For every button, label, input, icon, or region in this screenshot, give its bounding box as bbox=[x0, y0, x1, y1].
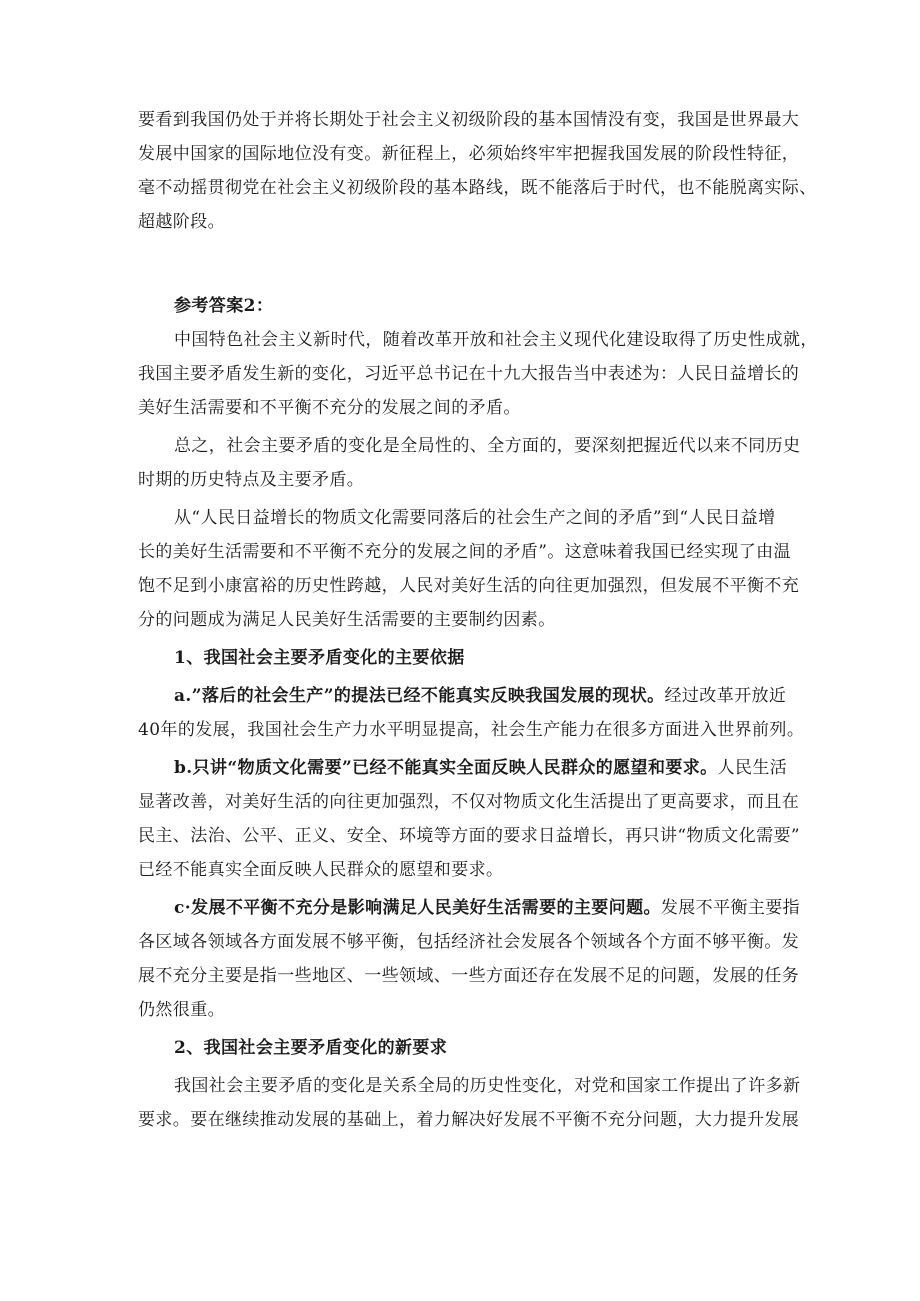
text-line: 我国主要矛盾发生新的变化，习近平总书记在十九大报告当中表述为：人民日益增长的 bbox=[138, 364, 800, 384]
point-c-text: 发展不平衡主要指 bbox=[660, 898, 801, 918]
text-line: 要求。要在继续推动发展的基础上，着力解决好发展不平衡不充分问题，大力提升发展 bbox=[138, 1110, 800, 1130]
paragraph-4 bbox=[138, 1069, 801, 1137]
text-line: 超越阶段。 bbox=[138, 212, 225, 232]
answer-heading: 参考答案2： bbox=[174, 296, 274, 316]
text-line: 显著改善，对美好生活的向往更加强烈，不仅对物质文化生活提出了更高要求，而且在 bbox=[138, 792, 800, 812]
text-line: 要看到我国仍处于并将长期处于社会主义初级阶段的基本国情没有变，我国是世界最大 bbox=[138, 110, 800, 130]
text-line: 中国特色社会主义新时代，随着改革开放和社会主义现代化建设取得了历史性成就， bbox=[174, 330, 818, 350]
text-line: 时期的历史特点及主要矛盾。 bbox=[138, 470, 365, 490]
text-line: 毫不动摇贯彻党在社会主义初级阶段的基本路线，既不能落后于时代，也不能脱离实际、 bbox=[138, 178, 817, 198]
text-line: 各区域各领域各方面发展不够平衡，包括经济社会发展各个领域各个方面不够平衡。发 bbox=[138, 932, 800, 952]
text-line bbox=[138, 679, 786, 713]
text-line: 我国社会主要矛盾的变化是关系全局的历史性变化，对党和国家工作提出了许多新 bbox=[174, 1076, 801, 1096]
point-a-title: a.”落后的社会生产”的提法已经不能真实反映我国发展的现状。 bbox=[174, 686, 665, 706]
point-c bbox=[138, 891, 801, 1027]
text-line bbox=[138, 751, 786, 785]
paragraph-3 bbox=[138, 501, 800, 637]
point-b bbox=[138, 751, 800, 887]
point-c-title: c·发展不平衡不充分是影响满足人民美好生活需要的主要问题。 bbox=[174, 898, 661, 918]
text-line: 分的问题成为满足人民美好生活需要的主要制约因素。 bbox=[138, 610, 556, 630]
text-line: 40年的发展，我国社会生产力水平明显提高，社会生产能力在很多方面进入世界前列。 bbox=[138, 720, 805, 740]
text-line: 从“人民日益增长的物质文化需要同落后的社会生产之间的矛盾”到“人民日益增 bbox=[174, 508, 776, 528]
text-line: 美好生活需要和不平衡不充分的发展之间的矛盾。 bbox=[138, 398, 521, 418]
spacer bbox=[138, 239, 786, 289]
intro-paragraph bbox=[138, 103, 817, 239]
point-b-text: 人民生活 bbox=[717, 758, 788, 778]
point-a-text: 经过改革开放近 bbox=[664, 686, 787, 706]
section-heading-1: 1、我国社会主要矛盾变化的主要依据 bbox=[174, 648, 465, 668]
section-heading-2: 2、我国社会主要矛盾变化的新要求 bbox=[174, 1038, 448, 1058]
point-a bbox=[138, 679, 805, 747]
text-line: 仍然很重。 bbox=[138, 1000, 225, 1020]
text-line: 已经不能真实全面反映人民群众的愿望和要求。 bbox=[138, 860, 504, 880]
text-line: 发展中国家的国际地位没有变。新征程上，必须始终牢牢把握我国发展的阶段性特征， bbox=[138, 144, 800, 164]
text-line: 民主、法治、公平、正义、安全、环境等方面的要求日益增长，再只讲“物质文化需要” bbox=[138, 826, 800, 846]
paragraph-2 bbox=[138, 429, 801, 497]
text-line: 长的美好生活需要和不平衡不充分的发展之间的矛盾”。这意味着我国已经实现了由温 bbox=[138, 542, 791, 562]
point-b-title: b.只讲“物质文化需要”已经不能真实全面反映人民群众的愿望和要求。 bbox=[174, 758, 718, 778]
text-line: 饱不足到小康富裕的历史性跨越，人民对美好生活的向往更加强烈，但发展不平衡不充 bbox=[138, 576, 800, 596]
text-line: 展不充分主要是指一些地区、一些领域、一些方面还存在发展不足的问题，发展的任务 bbox=[138, 966, 800, 986]
text-line bbox=[138, 891, 801, 925]
text-line: 总之，社会主要矛盾的变化是全局性的、全方面的，要深刻把握近代以来不同历史 bbox=[174, 436, 801, 456]
document-page bbox=[138, 103, 818, 1137]
paragraph-1 bbox=[138, 323, 818, 425]
